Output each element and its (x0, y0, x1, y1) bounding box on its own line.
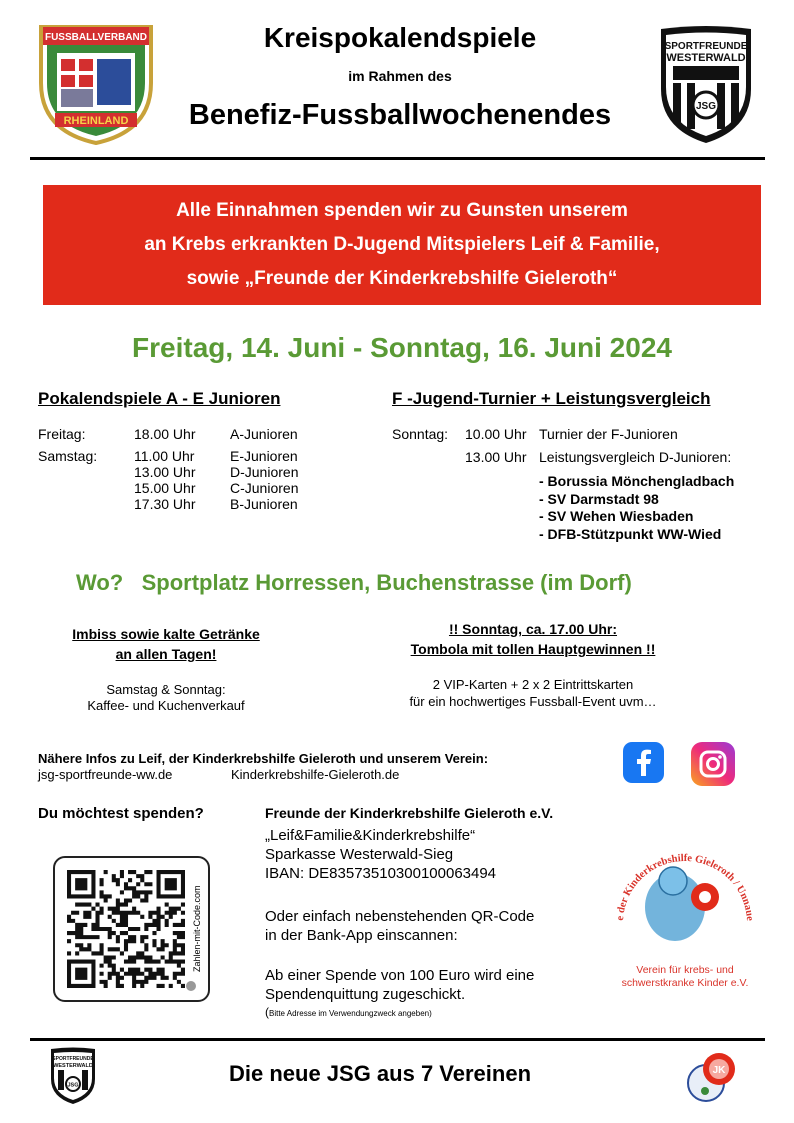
charity-line-1: Verein für krebs- und (636, 964, 734, 976)
page-title: Kreispokalendspiele (263, 22, 537, 53)
info-link-jsg[interactable]: jsg-sportfreunde-ww.de (38, 767, 173, 782)
left-day2-times (134, 448, 195, 512)
page-title-2: Benefiz-Fussballwochenendes (188, 99, 612, 131)
footer-badge-top: SPORTFREUNDE (52, 1056, 94, 1062)
left-day1-label: Freitag: (38, 426, 86, 442)
event-date: Freitag, 14. Juni - Sonntag, 16. Juni 2024 (132, 332, 672, 363)
left-day2-team: D-Junioren (230, 464, 299, 480)
donate-reference: „Leif&Familie&Kinderkrebshilfe“ (265, 827, 476, 844)
tombola-heading-1: !! Sonntag, ca. 17.00 Uhr: (448, 621, 618, 637)
opponent-item: - SV Wehen Wiesbaden (539, 508, 694, 524)
donate-receipt (265, 966, 534, 1004)
page-subtitle: im Rahmen des (348, 68, 452, 84)
charity-arc-text: e der Kinderkrebshilfe Gieleroth / Unnaue (615, 852, 755, 922)
donate-heading: Du möchtest spenden? (38, 805, 204, 822)
header-divider (30, 157, 765, 160)
donate-note (265, 1005, 432, 1019)
right-day-label: Sonntag: (392, 426, 449, 442)
donate-bank: Sparkasse Westerwald-Sieg (265, 846, 454, 863)
footer-logo-left (49, 1047, 97, 1105)
food-text-1: Samstag & Sonntag: (106, 682, 226, 697)
opponent-list (539, 473, 734, 543)
left-day2-time: 11.00 Uhr (134, 448, 195, 464)
right-event-1: Turnier der F-Junioren (539, 426, 678, 442)
donate-note-text: Bitte Adresse im Verwendungzweck angeben) (269, 1009, 432, 1018)
footer-badge-right-text: JK (712, 1065, 726, 1076)
info-heading: Nähere Infos zu Leif, der Kinderkrebshilfe Gieleroth und unserem Verein: (38, 751, 489, 766)
charity-line-2: schwerstkranke Kinder e.V. (621, 977, 749, 989)
right-time-2: 13.00 Uhr (465, 449, 527, 465)
logo-left-bottom-text: RHEINLAND (63, 115, 129, 127)
logo-left-top-text: FUSSBALLVERBAND (44, 32, 148, 43)
opponent-item: - DFB-Stützpunkt WW-Wied (539, 525, 722, 542)
info-link-kinderkrebshilfe[interactable]: Kinderkrebshilfe-Gieleroth.de (231, 767, 400, 782)
footer-badge-mid: WESTERWALD (53, 1063, 93, 1069)
tombola-text-1: 2 VIP-Karten + 2 x 2 Eintrittskarten (432, 677, 634, 692)
qr-modules (67, 870, 185, 988)
right-event-2: Leistungsvergleich D-Junioren: (539, 449, 732, 465)
qr-code-card[interactable] (53, 856, 210, 1002)
food-heading-1: Imbiss sowie kalte Getränke (72, 626, 260, 642)
food-heading-2: an allen Tagen! (115, 646, 217, 662)
location-line (76, 570, 632, 596)
left-day2-time: 13.00 Uhr (134, 464, 196, 480)
tombola-text-2: für ein hochwertiges Fussball-Event uvm… (409, 694, 657, 709)
rheinland-logo (33, 23, 159, 145)
left-day2-team: C-Junioren (230, 480, 299, 496)
footer-divider (30, 1038, 765, 1041)
logo-right-top-text: SPORTFREUNDE (664, 41, 748, 52)
donation-banner (43, 185, 761, 305)
footer-logo-right (684, 1049, 740, 1105)
left-day1-team: A-Junioren (230, 426, 298, 442)
banner-line-1: Alle Einnahmen spenden wir zu Gunsten unserem (176, 200, 628, 221)
opponent-item: - SV Darmstadt 98 (539, 490, 659, 507)
location-label: Wo? (76, 570, 124, 595)
logo-right-badge-text: JSG (695, 101, 717, 112)
left-day2-team: E-Junioren (230, 448, 298, 464)
left-day2-label: Samstag: (38, 448, 98, 464)
banner-line-3: sowie „Freunde der Kinderkrebshilfe Gieleroth“ (186, 268, 618, 289)
footer-text: Die neue JSG aus 7 Vereinen (228, 1061, 532, 1086)
logo-right-mid-text: WESTERWALD (666, 52, 746, 64)
left-day2-teams (230, 448, 298, 512)
left-schedule-heading: Pokalendspiele A - E Junioren (38, 389, 281, 408)
banner-line-2: an Krebs erkrankten D-Jugend Mitspielers Leif & Familie, (144, 234, 660, 255)
left-day2-time: 15.00 Uhr (134, 480, 196, 496)
left-day2-team: B-Junioren (230, 496, 298, 512)
sportfreunde-westerwald-logo (657, 25, 755, 145)
opponent-item: - Borussia Mönchengladbach (539, 473, 735, 489)
instagram-icon[interactable] (691, 742, 735, 786)
receipt-line: Ab einer Spende von 100 Euro wird eine (265, 967, 535, 984)
footer-badge-bottom: JSG (67, 1082, 79, 1089)
qr-side-text: Zahlen-mit-Code.com (192, 885, 202, 972)
qr-instruction-line: in der Bank-App einscannen: (265, 927, 458, 944)
tombola-heading-2: Tombola mit tollen Hauptgewinnen !! (410, 641, 656, 657)
left-day1-time: 18.00 Uhr (134, 426, 196, 442)
left-day2-time: 17.30 Uhr (134, 496, 196, 512)
zahlen-mit-code-icon (185, 980, 197, 992)
location-place: Sportplatz Horressen, Buchenstrasse (im Dorf) (141, 570, 632, 595)
food-text-2: Kaffee- und Kuchenverkauf (87, 698, 245, 713)
facebook-icon[interactable] (623, 742, 664, 783)
donate-iban: IBAN: DE83573510300100063494 (265, 865, 497, 882)
donate-org: Freunde der Kinderkrebshilfe Gieleroth e.V. (265, 805, 554, 821)
qr-instruction-line: Oder einfach nebenstehenden QR-Code (265, 908, 535, 925)
right-time-1: 10.00 Uhr (465, 426, 527, 442)
right-schedule-heading: F -Jugend-Turnier + Leistungsvergleich (392, 389, 711, 408)
receipt-line: Spendenquittung zugeschickt. (265, 986, 466, 1003)
donate-details (265, 826, 496, 883)
donate-qr-instructions (265, 907, 534, 945)
donate-note-paren: ( (265, 1005, 269, 1019)
qr-code-icon (67, 870, 185, 988)
